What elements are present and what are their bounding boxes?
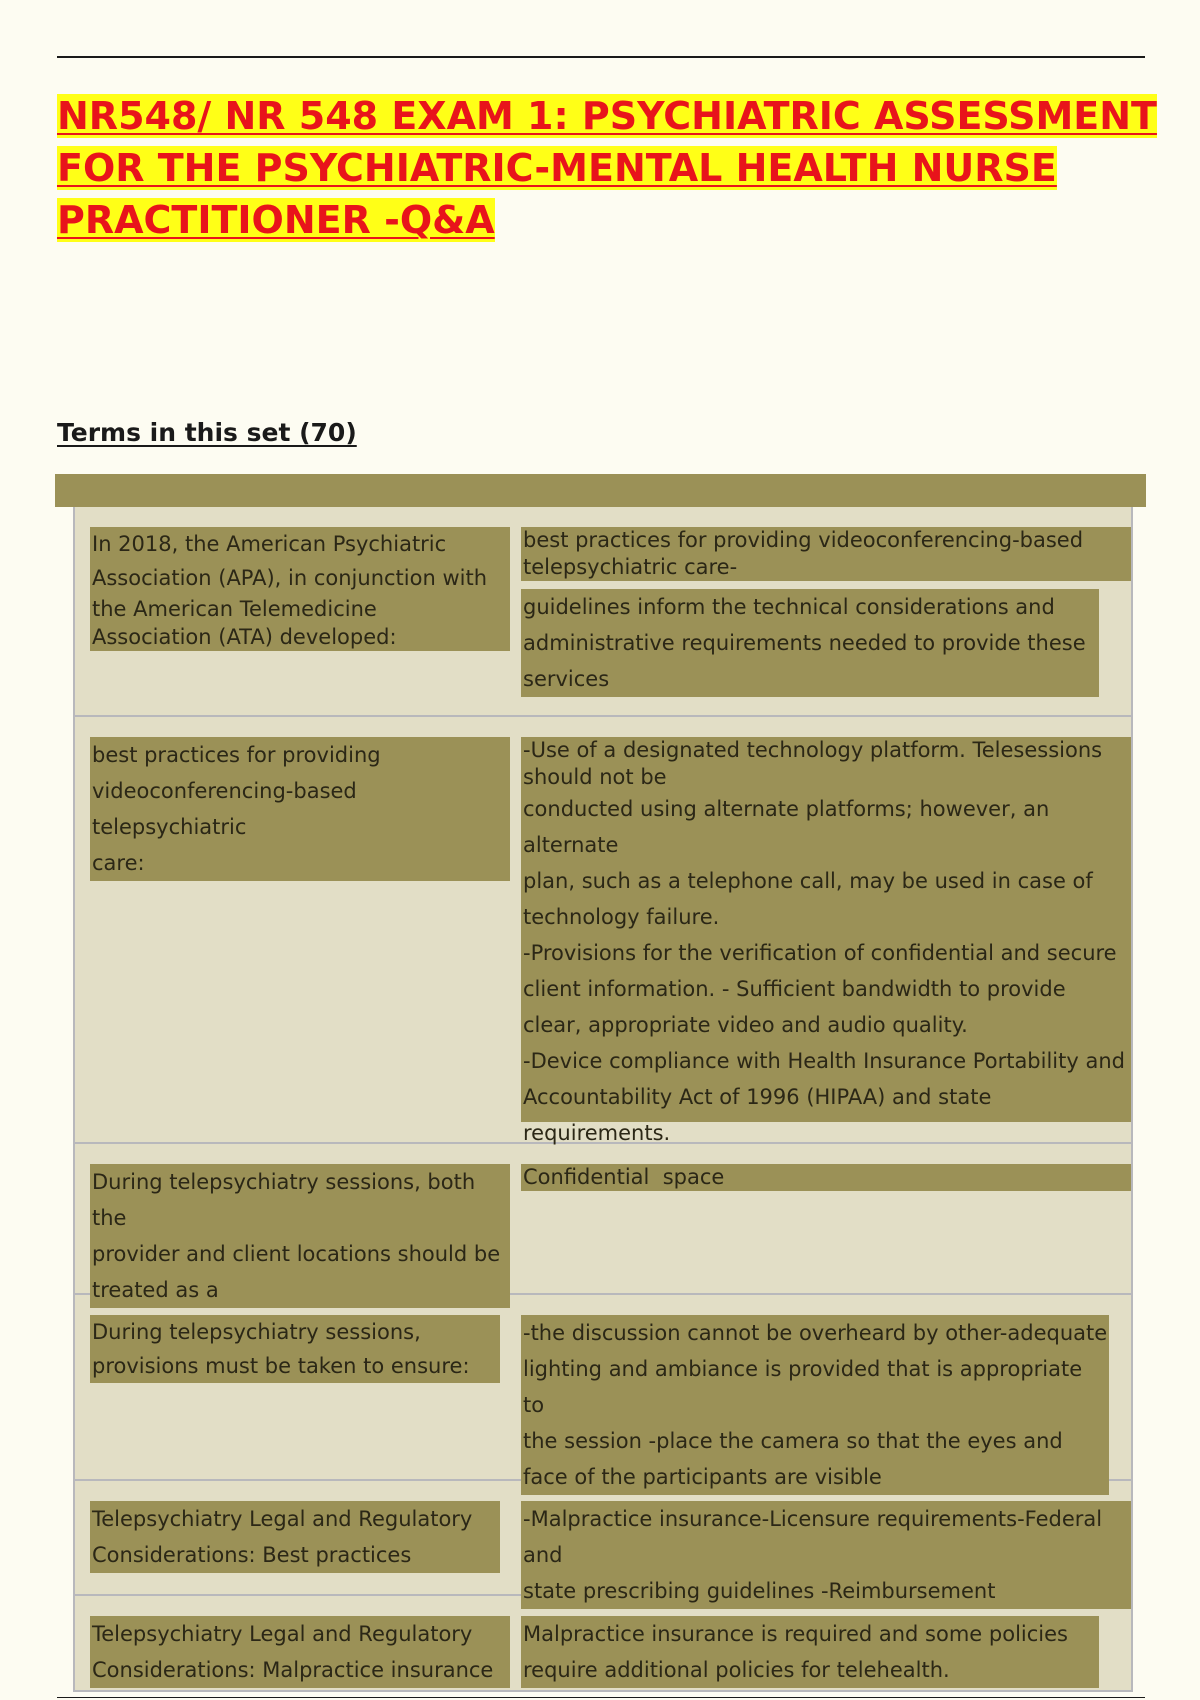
bottom-rule — [57, 1697, 1145, 1698]
definition-cell — [513, 1501, 1131, 1603]
definition-text: -Malpractice insurance-Licensure requirements-Federal and state prescribing guidelines -Reimbursement — [521, 1501, 1131, 1609]
term-cell — [75, 737, 513, 1142]
definition-text: Malpractice insurance is required and some policies require additional policies for telehealth. — [521, 1616, 1099, 1688]
table-header-bar — [55, 474, 1146, 507]
table-row — [75, 507, 1131, 717]
term-cell — [75, 1315, 513, 1479]
table-row — [75, 1144, 1131, 1302]
definition-text: guidelines inform the technical considerations and administrative requirements needed to provide these services — [521, 589, 1099, 697]
table-row — [75, 1481, 1131, 1603]
term-text: Telepsychiatry Legal and Regulatory Considerations: Malpractice insurance — [90, 1616, 510, 1688]
definition-cell — [513, 1164, 1131, 1293]
table-row — [75, 1596, 1131, 1690]
flashcard-table — [73, 507, 1133, 1692]
term-text: Telepsychiatry Legal and Regulatory Considerations: Best practices — [90, 1501, 500, 1573]
terms-heading: Terms in this set (70) — [57, 418, 357, 447]
definition-cell — [513, 1315, 1131, 1489]
definition-text: -Use of a designated technology platform. Telesessions should not be conducted using alternate platforms; however, an alternate plan, such as a telephone call, may be used in case of technology failure. -Provisions for the verification of confidential and secure client information. - Sufficient bandwidth to provide clear, appropriate video and audio quality. -Device compliance with Health Insurance Portability and Accountability Act of 1996 (HIPAA) and state requirements. — [521, 737, 1131, 1122]
table-row — [75, 717, 1131, 1144]
definition-text: -the discussion cannot be overheard by other-adequate lighting and ambiance is provided that is appropriate to the session -place the camera so that the eyes and face of the participants are visible — [521, 1315, 1109, 1495]
document-title — [57, 90, 1157, 246]
term-cell — [75, 1164, 513, 1302]
term-text: best practices for providing videoconferencing-based telepsychiatric care: — [90, 737, 510, 881]
table-row — [75, 1295, 1131, 1489]
definition-cell — [513, 527, 1131, 715]
term-text: During telepsychiatry sessions, both the provider and client locations should be treated as a — [90, 1164, 510, 1308]
term-cell — [75, 1501, 513, 1594]
term-text: During telepsychiatry sessions, provisions must be taken to ensure: — [90, 1315, 500, 1383]
term-text: In 2018, the American Psychiatric Association (APA), in conjunction with the American Telemedicine Association (ATA) developed: — [90, 527, 510, 651]
title-highlight: NR548/ NR 548 EXAM 1: PSYCHIATRIC ASSESSMENT FOR THE PSYCHIATRIC-MENTAL HEALTH NURSE PRACTITIONER -Q&A — [57, 94, 1157, 242]
definition-cell — [513, 737, 1131, 1145]
term-cell — [75, 1616, 513, 1690]
term-cell — [75, 527, 513, 715]
top-rule — [57, 56, 1145, 58]
definition-text: Confidential space — [521, 1164, 1131, 1191]
definition-cell — [513, 1616, 1131, 1690]
definition-head: best practices for providing videoconferencing-based telepsychiatric care- — [521, 527, 1131, 581]
